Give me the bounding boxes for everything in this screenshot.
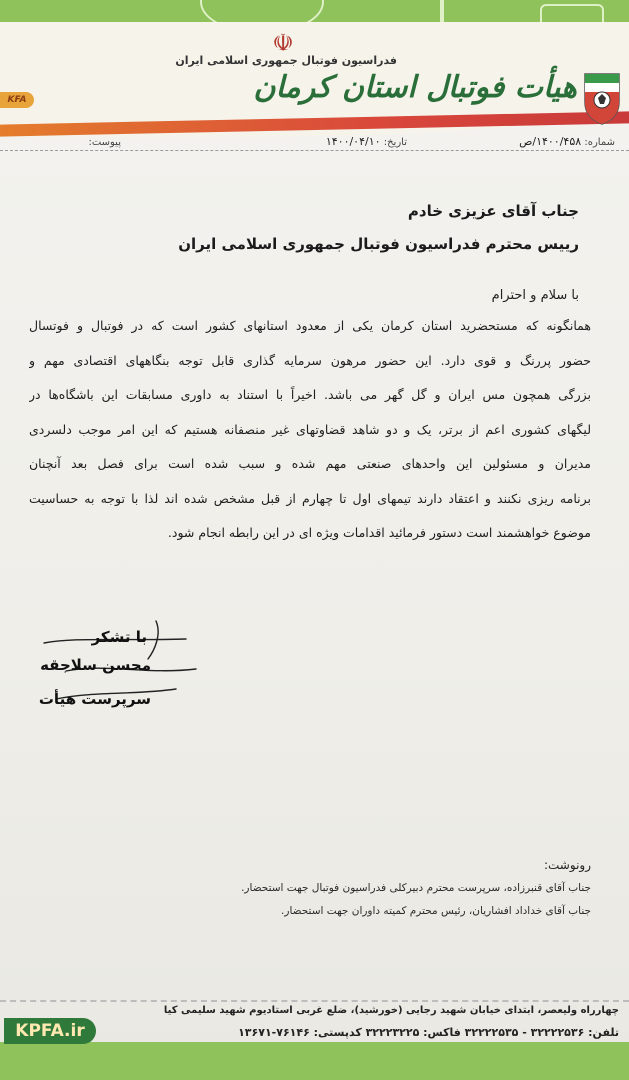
attachment-label: پیوست: <box>88 137 121 148</box>
footer-field-graphic <box>0 1042 629 1080</box>
body-line: مدیران و مسئولین این واحدهای صنعتی مهم شده و سبب شده است برای فصل بعد آنچنان <box>29 456 591 471</box>
signer-role: سرپرست هیأت <box>38 690 151 708</box>
letter-body <box>29 315 591 557</box>
footer-phones: تلفن: ۳۲۲۲۲۵۳۶ - ۳۲۲۲۲۵۳۵ فاکس: ۳۲۲۲۳۲۲۵ کدپستی: ۷۶۱۴۶-۱۳۶۷۱ <box>238 1026 619 1039</box>
organization-name: هیأت فوتبال استان کرمان <box>253 70 577 105</box>
federation-title: فدراسیون فوتبال جمهوری اسلامی ایران <box>175 54 397 67</box>
cc-line: جناب آقای قنبرزاده، سرپرست محترم دبیرکلی فدراسیون فوتبال جهت استحضار. <box>241 882 591 894</box>
number-label: شماره: <box>584 137 615 148</box>
greeting: با سلام و احترام <box>491 288 579 303</box>
footer-address: چهارراه ولیعصر، ابتدای خیابان شهید رجایی (خورشید)، ضلع غربی استادیوم شهید سلیمی کیا <box>163 1005 619 1016</box>
number-value: ۱۴۰۰/۴۵۸/ص <box>519 135 582 148</box>
iran-emblem-icon: ☫ <box>272 29 294 57</box>
letter-attachment <box>88 135 121 148</box>
footer-divider <box>0 1000 629 1002</box>
letter-number <box>519 135 615 148</box>
addressee-name: جناب آقای عزیزی خادم <box>407 202 579 220</box>
body-line: موضوع خواهشمند است دستور فرمائید اقدامات ویژه ای در این رابطه انجام شود. <box>167 525 591 540</box>
meta-divider <box>0 150 629 151</box>
date-label: تاریخ: <box>383 137 407 148</box>
body-line: بزرگی همچون مس ایران و گل گهر می باشد. اخیراً با استناد به داوری مسابقات این باشگاه‌ها در <box>29 387 591 402</box>
letter-date <box>326 135 407 148</box>
website-label: KPFA.ir <box>4 1018 96 1044</box>
body-line: لیگهای کشوری اعم از برتر، یک و دو شاهد قضاوتهای غیر منصفانه هستیم که این امر موجب دلسردی <box>29 421 591 437</box>
federation-logo-icon <box>581 70 623 126</box>
cc-line: جناب آقای خداداد افشاریان، رئیس محترم کمیته داوران جهت استحضار. <box>281 905 591 917</box>
cc-title: رونوشت: <box>543 858 591 872</box>
date-value: ۱۴۰۰/۰۴/۱۰ <box>325 135 381 148</box>
body-line: برنامه ریزی نکنند و اعتقاد دارند تیمهای اول تا چهارم از قبل مشخص شده اند لذا با توجه به حساسیت <box>29 490 591 506</box>
body-line: همانگونه که مستحضرید استان کرمان یکی از معدود استانهای کشور است که در فوتبال و فوتسال <box>29 318 591 333</box>
body-line: حضور پررنگ و قوی دارد. این حضور مرهون سرمایه گذاری قابل توجه بنگاههای اقتصادی مهم و <box>29 352 591 368</box>
brand-tag: KFA <box>0 92 34 108</box>
signer-name: محسن سلاجقه <box>40 656 151 674</box>
closing: با تشکر <box>91 628 147 646</box>
addressee-title: رییس محترم فدراسیون فوتبال جمهوری اسلامی ایران <box>178 235 579 253</box>
